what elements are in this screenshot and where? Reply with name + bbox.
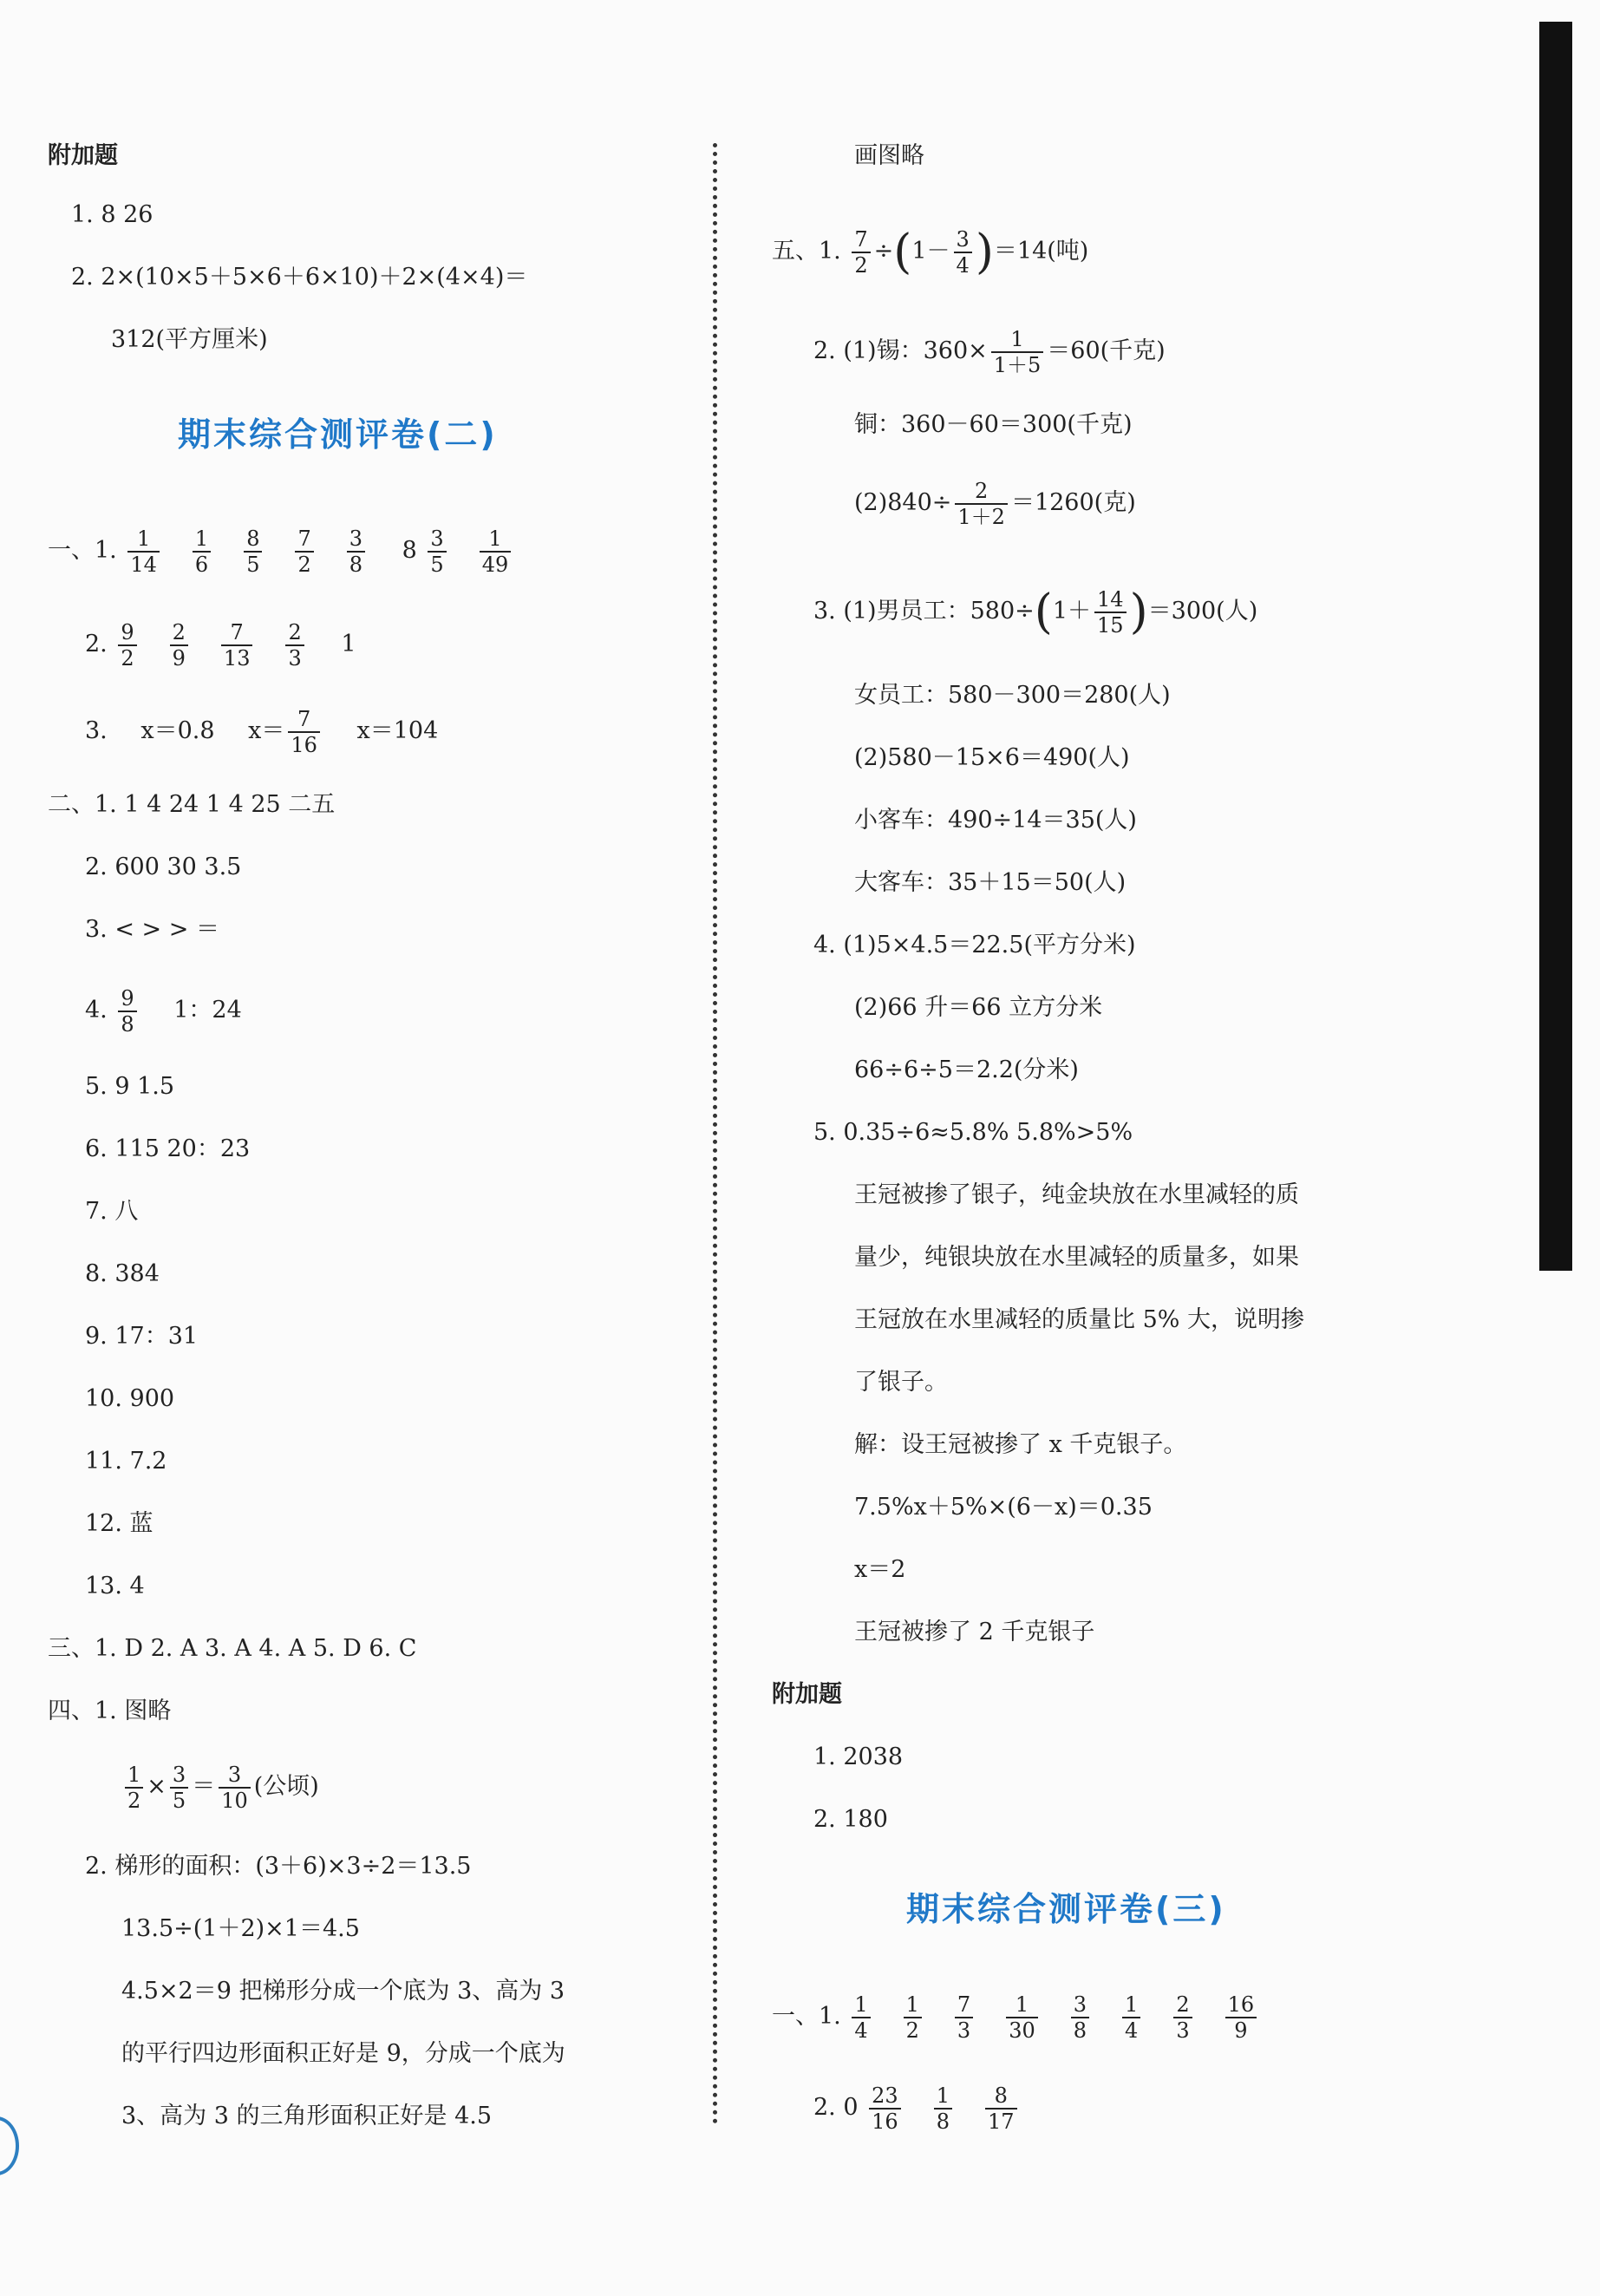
denominator: 13: [223, 645, 251, 670]
s2-q2: 2. 600 30 3.5: [85, 854, 242, 880]
denominator: 17: [987, 2109, 1015, 2134]
s5-q1-label: 五、1.: [772, 238, 841, 265]
fraction: [955, 1992, 973, 2043]
fraction: [852, 1992, 870, 2043]
denominator: 30: [1009, 2018, 1035, 2043]
denominator: 4: [854, 2018, 868, 2043]
fraction: [125, 1763, 143, 1813]
numerator: 1: [127, 527, 160, 553]
bonus-heading: 附加题: [48, 142, 118, 169]
denominator: 3: [957, 2018, 971, 2043]
fraction: [219, 1763, 251, 1813]
s5-q4-b: (2)66 升＝66 立方分米: [854, 994, 1103, 1021]
fraction: [295, 527, 313, 577]
e3-s1-q1-row: [772, 1986, 1260, 2047]
denominator: 16: [291, 732, 317, 757]
s5-q4-a: 4. (1)5×4.5＝22.5(平方分米): [813, 932, 1136, 958]
s1-q1-fractions-b: [424, 526, 514, 577]
s4-q1-frac-3: [215, 1762, 254, 1813]
corner-decoration: [0, 2116, 19, 2175]
denominator: 16: [872, 2109, 898, 2134]
numerator: 23: [869, 2083, 901, 2110]
s5-q2-a: 2. (1)锡：360×: [813, 337, 988, 364]
s1-q3-c: x＝104: [356, 717, 439, 744]
s4-q2-b: 13.5÷(1＋2)×1＝4.5: [121, 1915, 360, 1942]
s2-q7: 7. 八: [85, 1198, 139, 1225]
fraction: [991, 327, 1044, 377]
s5-q5-b: 王冠被掺了银子，纯金块放在水里减轻的质: [854, 1181, 1299, 1208]
denominator: 9: [1234, 2018, 1248, 2043]
numerator: 8: [244, 527, 262, 553]
fraction: [347, 527, 365, 577]
s4-q1-frac-1: [121, 1762, 147, 1813]
denominator: 15: [1097, 612, 1124, 638]
denominator: 5: [246, 552, 260, 577]
bonus-q1: 1. 8 26: [71, 201, 153, 228]
fraction: [285, 620, 304, 670]
s5-q3-a-result: ＝300(人): [1147, 598, 1258, 625]
numerator: 1: [904, 1992, 922, 2018]
numerator: 1: [852, 1992, 870, 2018]
s4-q2-e: 3、高为 3 的三角形面积正好是 4.5: [121, 2103, 493, 2129]
bonus-heading-2: 附加题: [772, 1681, 842, 1708]
numerator: 7: [288, 707, 320, 733]
numerator: 9: [118, 986, 136, 1012]
s2-q8: 8. 384: [85, 1260, 160, 1287]
s2-q13: 13. 4: [85, 1573, 145, 1599]
numerator: 16: [1225, 1992, 1257, 2018]
s2-q11: 11. 7.2: [85, 1448, 167, 1475]
s5-q3-row: 3. (1)男员工：580÷(1＋ $\frac{14}{15}$ )＝300(人): [813, 584, 1258, 639]
s2-q4-label: 4.: [85, 997, 108, 1024]
e3-s1-q2-label: 2.: [813, 2094, 836, 2121]
fraction: [288, 707, 320, 757]
fraction: [118, 620, 136, 670]
draw-note: 画图略: [854, 142, 924, 169]
numerator: 2: [170, 620, 188, 646]
numerator: 1: [125, 1763, 143, 1789]
fraction: [934, 2083, 952, 2134]
fraction: [869, 2083, 901, 2134]
numerator: 7: [955, 1992, 973, 2018]
denominator: 3: [1176, 2018, 1190, 2043]
denominator: 8: [349, 552, 363, 577]
denominator: 8: [121, 1011, 134, 1037]
s5-q2-c-row: [854, 473, 1136, 533]
fraction: [244, 527, 262, 577]
s1-q2-fractions: [114, 619, 307, 670]
bonus2-q1: 1. 2038: [813, 1743, 904, 1770]
denominator: 2: [297, 552, 311, 577]
s5-q1-row: 五、1. $\frac{7}{2}$ ÷(1－ $\frac{3}{4}$ )＝14(吨): [772, 224, 1089, 279]
bonus-q2: 2. 2×(10×5＋5×6＋6×10)＋2×(4×4)＝: [71, 264, 528, 291]
exam-3-title: 期末综合测评卷(三): [906, 1890, 1226, 1928]
e3-s1-q1-fractions: [848, 1992, 1260, 2043]
s1-q1-plain: 8: [402, 537, 417, 564]
denominator: 49: [481, 552, 509, 577]
numerator: 3: [219, 1763, 251, 1789]
s5-q2-b: 铜：360－60＝300(千克): [854, 411, 1133, 438]
numerator: 3: [1071, 1992, 1089, 2018]
denominator: 3: [288, 645, 302, 670]
s5-q2-a-result: ＝60(千克): [1047, 337, 1166, 364]
s5-q1-frac-1: [848, 226, 873, 278]
s5-q2-c: (2)840÷: [854, 489, 952, 516]
s4-q2-c: 4.5×2＝9 把梯形分成一个底为 3、高为 3: [121, 1978, 565, 2005]
s5-q5-c: 量少，纯银块放在水里减轻的质量多，如果: [854, 1244, 1299, 1271]
numerator: 9: [118, 620, 136, 646]
numerator: 1: [991, 327, 1044, 353]
fraction: [480, 527, 512, 577]
s5-q5-d: 王冠放在水里减轻的质量比 5% 大，说明掺: [854, 1306, 1304, 1333]
e3-s1-q2-fractions: [865, 2083, 1020, 2134]
s4-q2-d: 的平行四边形面积正好是 9，分成一个底为: [121, 2040, 565, 2067]
numerator: 7: [852, 227, 870, 253]
s5-q1-result: ＝14(吨): [993, 238, 1089, 265]
s2-q9: 9. 17：31: [85, 1323, 199, 1350]
e3-s1-q2-row: [813, 2077, 1021, 2138]
denominator: 4: [1125, 2018, 1139, 2043]
s5-q3-fraction: [1091, 586, 1130, 638]
denominator: 1＋2: [957, 504, 1005, 529]
fraction: [852, 227, 870, 278]
s2-q6: 6. 115 20：23: [85, 1135, 251, 1162]
s4-q1-frac-2: [167, 1762, 192, 1813]
numerator: 3: [347, 527, 365, 553]
s5-q5-g: 7.5%x＋5%×(6－x)＝0.35: [854, 1494, 1153, 1521]
numerator: 1: [934, 2083, 952, 2110]
numerator: 14: [1094, 587, 1127, 613]
s5-q5-a: 5. 0.35÷6≈5.8% 5.8%>5%: [813, 1119, 1133, 1146]
fraction: [955, 479, 1008, 529]
fraction: [221, 620, 253, 670]
denominator: 6: [194, 552, 209, 577]
numerator: 3: [170, 1763, 188, 1789]
s5-q3-e: 大客车：35＋15＝50(人): [854, 869, 1127, 896]
fraction: [170, 620, 188, 670]
column-divider: [713, 143, 717, 2125]
bonus-q2-cont: 312(平方厘米): [111, 326, 268, 353]
fraction: [1122, 1992, 1140, 2043]
s2-q10: 10. 900: [85, 1385, 175, 1412]
numerator: 1: [1122, 1992, 1140, 2018]
numerator: 1: [193, 527, 211, 553]
s4-q1-calc: $\frac{1}{2}$ × $\frac{3}{5}$ ＝ $\frac{3}{10}$ (公顷): [121, 1752, 319, 1822]
numerator: 1: [480, 527, 512, 553]
denominator: 10: [221, 1788, 248, 1813]
s2-q5: 5. 9 1.5: [85, 1073, 175, 1100]
fraction: [118, 986, 136, 1037]
s5-q4-c: 66÷6÷5＝2.2(分米): [854, 1056, 1079, 1083]
bonus2-q2: 2. 180: [813, 1806, 888, 1833]
denominator: 1＋5: [993, 352, 1042, 377]
s1-q3-a: x＝0.8: [140, 717, 215, 744]
s5-q5-f: 解：设王冠被掺了 x 千克银子。: [854, 1431, 1187, 1458]
denominator: 2: [854, 252, 868, 278]
s2-q4-row: [85, 980, 242, 1041]
numerator: 2: [285, 620, 304, 646]
s2-q3: 3. < > > ＝: [85, 916, 219, 943]
denominator: 2: [121, 645, 134, 670]
fraction: [1225, 1992, 1257, 2043]
s4-q1-unit: (公顷): [253, 1773, 319, 1800]
s5-q5-i: 王冠被掺了 2 千克银子: [854, 1619, 1095, 1645]
fraction: [193, 527, 211, 577]
s5-q2-c-result: ＝1260(克): [1010, 489, 1136, 516]
s1-q3-fraction: [284, 706, 323, 757]
fraction: [954, 227, 972, 278]
denominator: 8: [1073, 2018, 1087, 2043]
page-edge-shadow: [1539, 22, 1572, 1271]
denominator: 14: [130, 552, 157, 577]
s2-q12: 12. 蓝: [85, 1510, 153, 1537]
fraction: [1071, 1992, 1089, 2043]
denominator: 2: [905, 2018, 919, 2043]
s5-q3-d: 小客车：490÷14＝35(人): [854, 807, 1137, 834]
fraction: [985, 2083, 1017, 2134]
denominator: 5: [430, 552, 444, 577]
s5-q3-a: 3. (1)男员工：580÷: [813, 598, 1035, 625]
fraction: [170, 1763, 188, 1813]
numerator: 1: [1006, 1992, 1038, 2018]
s2-q1: 二、1. 1 4 24 1 4 25 二五: [48, 791, 336, 818]
s5-q2-row: [813, 317, 1166, 386]
s5-q1-frac-2: [950, 226, 976, 278]
denominator: 8: [936, 2109, 950, 2134]
numerator: 8: [985, 2083, 1017, 2110]
s1-q3-b: x＝: [248, 717, 285, 744]
denominator: 9: [172, 645, 186, 670]
s1-q1-fractions: [124, 526, 369, 577]
fraction: [1006, 1992, 1038, 2043]
s4-q2: 2. 梯形的面积：(3＋6)×3÷2＝13.5: [85, 1853, 472, 1880]
denominator: 2: [127, 1788, 141, 1813]
s1-q2-plain: 1: [341, 631, 356, 657]
s4-q1: 四、1. 图略: [48, 1697, 172, 1724]
fraction: [1094, 587, 1127, 638]
s5-q3-b: 女员工：580－300＝280(人): [854, 682, 1171, 709]
fraction: [127, 527, 160, 577]
s5-q5-e: 了银子。: [854, 1369, 948, 1396]
s1-q3-label: 3.: [85, 717, 108, 744]
s2-q4-rest: 1：24: [173, 997, 242, 1024]
s1-q3-row: [85, 701, 438, 762]
numerator: 3: [428, 527, 446, 553]
numerator: 2: [955, 479, 1008, 505]
numerator: 2: [1173, 1992, 1192, 2018]
e3-s1-q1-label: 一、1.: [772, 2003, 841, 2030]
numerator: 7: [295, 527, 313, 553]
exam-2-title: 期末综合测评卷(二): [178, 415, 498, 454]
numerator: 3: [954, 227, 972, 253]
s5-q2-c-fraction: [951, 478, 1011, 529]
numerator: 7: [221, 620, 253, 646]
s1-q2-row: [85, 614, 356, 675]
s1-q2-label: 2.: [85, 631, 108, 657]
s5-q5-h: x＝2: [854, 1556, 906, 1583]
s3-answers: 三、1. D 2. A 3. A 4. A 5. D 6. C: [48, 1635, 417, 1662]
denominator: 4: [956, 252, 970, 278]
s2-q4-fraction: [114, 985, 140, 1037]
s1-q1-row: [48, 520, 514, 581]
fraction: [428, 527, 446, 577]
denominator: 5: [172, 1788, 186, 1813]
s5-q2-fraction: [988, 326, 1048, 377]
s1-q1-label: 一、1.: [48, 537, 117, 564]
fraction: [904, 1992, 922, 2043]
e3-s1-q2-plain: 0: [843, 2094, 859, 2121]
fraction: [1173, 1992, 1192, 2043]
s5-q3-c: (2)580－15×6＝490(人): [854, 744, 1130, 771]
